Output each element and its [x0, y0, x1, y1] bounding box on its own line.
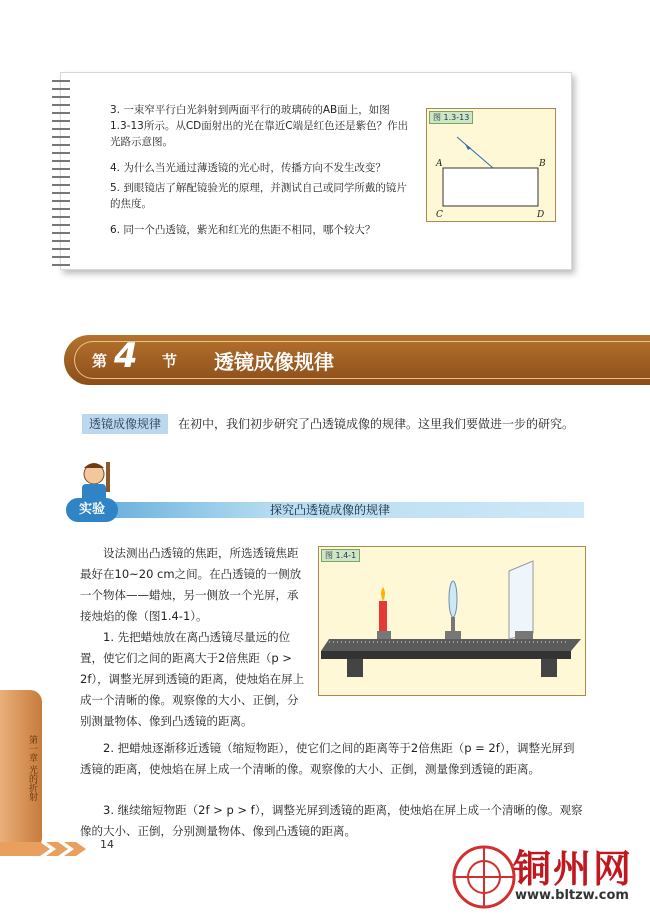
label-c: C	[436, 210, 443, 220]
notebook-spiral	[52, 80, 70, 270]
experiment-badge: 实验	[66, 498, 118, 522]
section-title: 透镜成像规律	[214, 350, 334, 374]
page-number: 14	[100, 838, 114, 851]
watermark-name: 铜州网	[513, 846, 634, 891]
label-a: A	[436, 159, 443, 169]
exercise-q3: 3. 一束窄平行白光斜射到两面平行的玻璃砖的AB面上，如图1.3-13所示。从CD面射出的光在靠近C端是红色还是紫色？作出光路示意图。	[110, 104, 409, 148]
intro-text: 在初中，我们初步研究了凸透镜成像的规律。这里我们要做进一步的研究。	[178, 417, 575, 431]
glass-block-diagram	[427, 109, 555, 221]
exercise-q4: 4. 为什么当光通过薄透镜的光心时，传播方向不发生改变？	[110, 162, 386, 174]
figure-label: 图 1.4-1	[321, 549, 360, 562]
optical-bench-diagram	[319, 547, 585, 695]
figure-1-3-13	[426, 108, 556, 222]
experiment-step-3: 3. 继续缩短物距（2f > p > f），调整光屏到透镜的距离，使烛焰在屏上成一个清晰的像。观察像的大小、正倒，分别测量物体、像到凸透镜的距离。	[80, 803, 583, 838]
figure-label: 图 1.3-13	[429, 111, 473, 124]
exercise-q6: 6. 同一个凸透镜，紫光和红光的焦距不相同，哪个较大？	[110, 224, 376, 236]
experiment-intro: 设法测出凸透镜的焦距，所选透镜焦距最好在10~20 cm之间。在凸透镜的一侧放一个物体——蜡烛，另一侧放一个光屏，承接烛焰的像（图1.4-1）。	[80, 546, 302, 623]
section-suffix: 节	[162, 352, 178, 370]
experiment-title: 探究凸透镜成像的规律	[270, 503, 391, 517]
section-number: 4	[114, 336, 138, 376]
exercise-q5: 5. 到眼镜店了解配镜验光的原理，并测试自己或同学所戴的镜片的焦度。	[110, 182, 407, 210]
watermark-url: www.bltzw.com	[515, 888, 629, 903]
label-b: B	[539, 159, 546, 169]
figure-1-4-1	[318, 546, 586, 696]
experiment-step-1: 1. 先把蜡烛放在离凸透镜尽量远的位置，使它们之间的距离大于2倍焦距（p > 2f），调整光屏到透镜的距离，使烛焰在屏上成一个清晰的像。观察像的大小、正倒，分别测量物体、像到凸透镜的距离。	[80, 630, 305, 728]
label-d: D	[537, 210, 545, 220]
intro-tag: 透镜成像规律	[82, 414, 168, 434]
experiment-step-2: 2. 把蜡烛逐渐移近透镜（缩短物距），使它们之间的距离等于2倍焦距（p = 2f），调整光屏到透镜的距离，使烛焰在屏上成一个清晰的像。观察像的大小、正倒，测量像到透镜的距离。	[80, 741, 575, 776]
section-banner-border	[74, 341, 650, 379]
section-prefix: 第	[92, 352, 108, 370]
page-arrows-icon	[0, 838, 90, 860]
chapter-label: 第一章 光的折射	[27, 735, 37, 801]
scientist-icon	[72, 458, 118, 502]
